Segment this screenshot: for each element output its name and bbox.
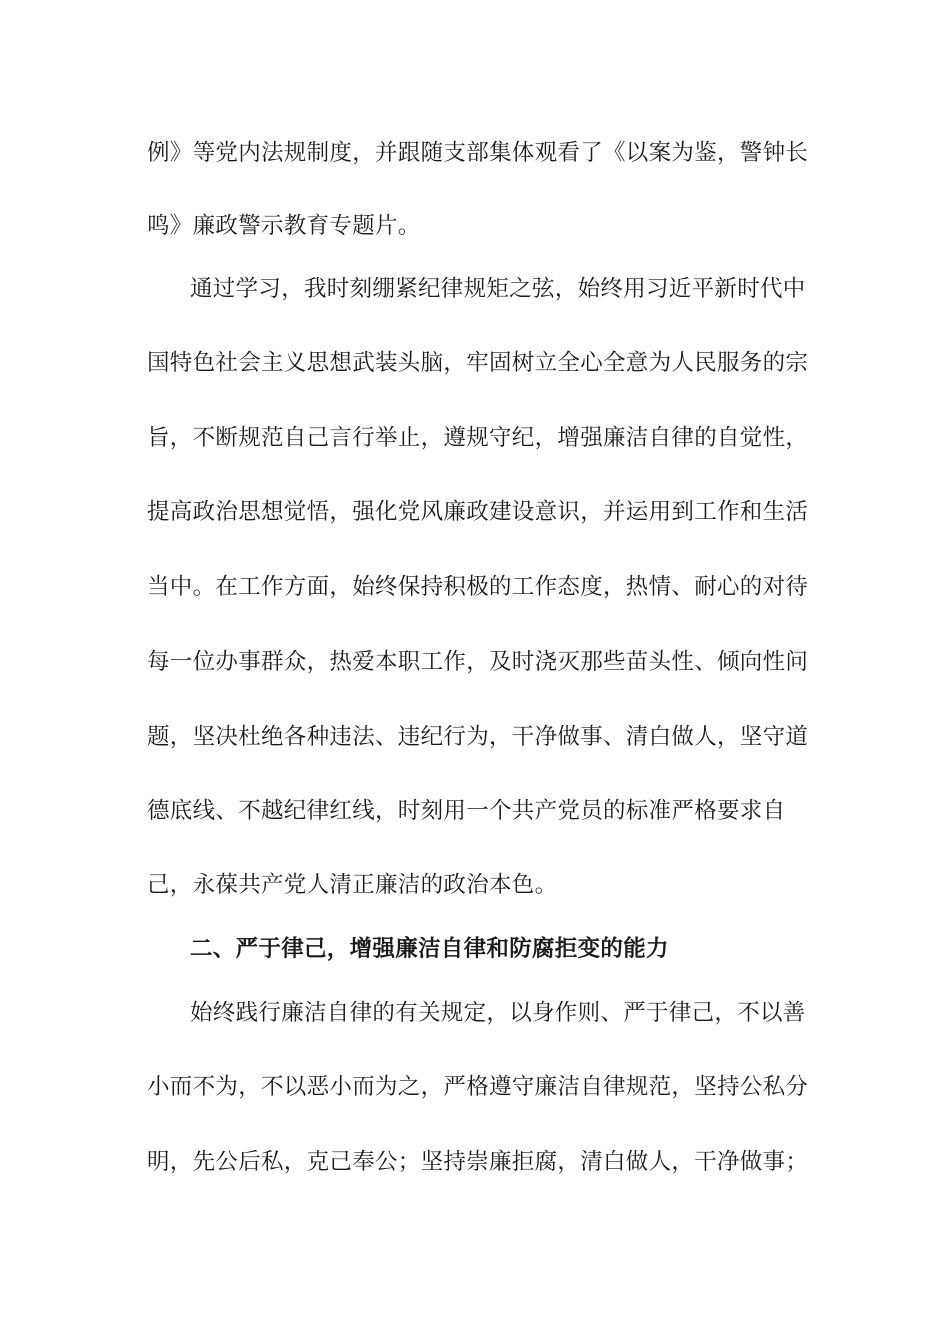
body-text-line: 国特色社会主义思想武装头脑，牢固树立全心全意为人民服务的宗 xyxy=(147,350,809,376)
body-text-line: 当中。在工作方面，始终保持积极的工作态度，热情、耐心的对待 xyxy=(147,574,809,600)
paragraph-first-line: 始终践行廉洁自律的有关规定，以身作则、严于律己，不以善 xyxy=(190,1000,806,1026)
body-text-line: 德底线、不越纪律红线，时刻用一个共产党员的标准严格要求自 xyxy=(147,798,786,824)
paragraph-first-line: 通过学习，我时刻绷紧纪律规矩之弦，始终用习近平新时代中 xyxy=(190,276,806,302)
body-text-line: 明，先公后私，克己奉公；坚持崇廉拒腐，清白做人，干净做事； xyxy=(147,1149,809,1175)
body-text-line: 鸣》廉政警示教育专题片。 xyxy=(147,213,421,239)
body-text-line: 旨，不断规范自己言行举止，遵规守纪，增强廉洁自律的自觉性， xyxy=(147,425,809,451)
body-text-line: 小而不为，不以恶小而为之，严格遵守廉洁自律规范，坚持公私分 xyxy=(147,1074,809,1100)
section-heading: 二、严于律己，增强廉洁自律和防腐拒变的能力 xyxy=(190,936,669,962)
body-text-line: 己，永葆共产党人清正廉洁的政治本色。 xyxy=(147,872,558,898)
body-text-line: 题，坚决杜绝各种违法、违纪行为，干净做事、清白做人，坚守道 xyxy=(147,724,809,750)
body-text-line: 每一位办事群众，热爱本职工作，及时浇灭那些苗头性、倾向性问 xyxy=(147,649,809,675)
body-text-line: 提高政治思想觉悟，强化党风廉政建设意识，并运用到工作和生活 xyxy=(147,499,809,525)
body-text-line: 例》等党内法规制度，并跟随支部集体观看了《以案为鉴，警钟长 xyxy=(147,140,809,166)
